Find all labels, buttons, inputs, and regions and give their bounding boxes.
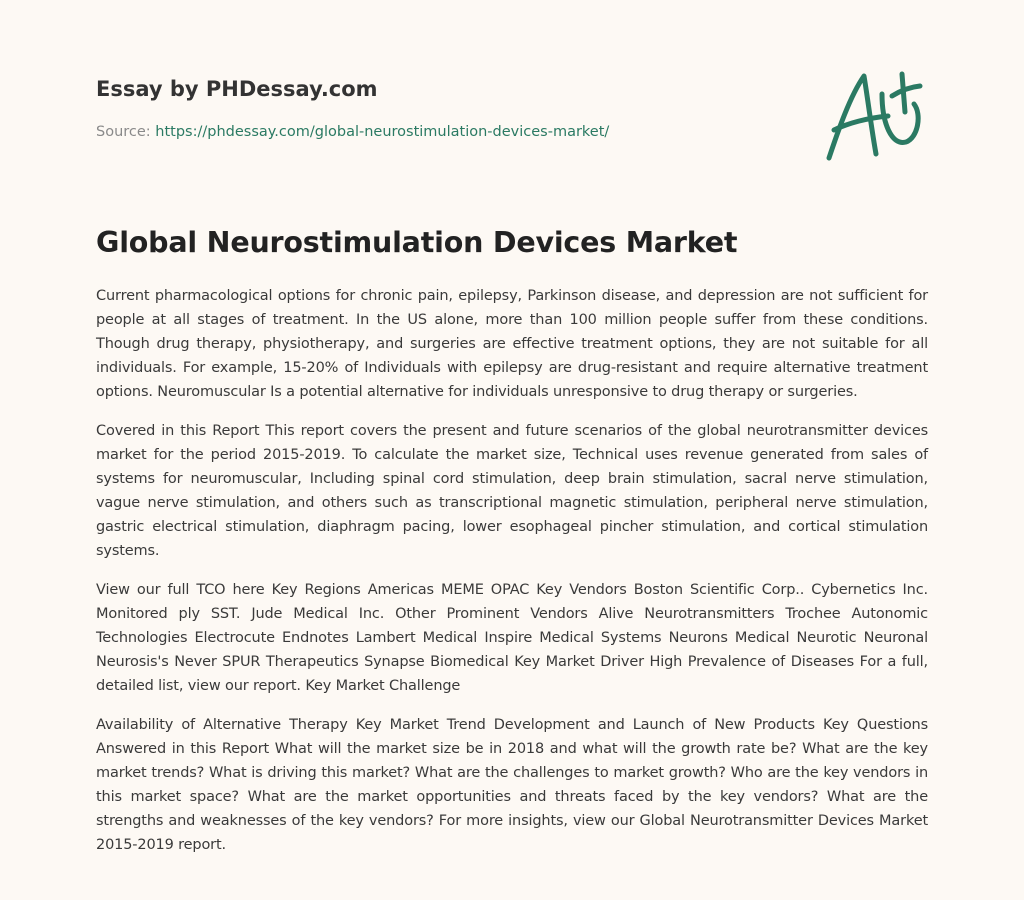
source-label: Source:	[96, 124, 151, 140]
essay-body	[96, 284, 928, 872]
a-plus-logo	[818, 66, 928, 166]
a-plus-logo-icon	[818, 66, 928, 166]
site-brand-title: Essay by PHDessay.com	[96, 77, 378, 101]
essay-paragraph: Covered in this Report This report covers the present and future scenarios of the global neurotransmitter devices market for the period 2015-2019. To calculate the market size, Technical uses revenue generated from sales of systems for neuromuscular, Including spinal cord stimulation, deep brain stimulation, sacral nerve stimulation, vague nerve stimulation, and others such as transcriptional magnetic stimulation, peripheral nerve stimulation, gastric electrical stimulation, diaphragm pacing, lower esophageal pincher stimulation, and cortical stimulation systems.	[96, 423, 928, 559]
essay-paragraph: View our full TCO here Key Regions Americas MEME OPAC Key Vendors Boston Scientific Corp.. Cybernetics Inc. Monitored ply SST. Jude Medical Inc. Other Prominent Vendors Alive Neurotransmitters Trochee Autonomic Technologies Electrocute Endnotes Lambert Medical Inspire Medical Systems Neurons Medical Neurotic Neuronal Neurosis's Never SPUR Therapeutics Synapse Biomedical Key Market Driver High Prevalence of Diseases For a full, detailed list, view our report. Key Market Challenge	[96, 582, 928, 694]
source-link[interactable]: https://phdessay.com/global-neurostimulation-devices-market/	[155, 124, 610, 140]
essay-paragraph: Current pharmacological options for chronic pain, epilepsy, Parkinson disease, and depression are not sufficient for people at all stages of treatment. In the US alone, more than 100 million people suffer from these conditions. Though drug therapy, physiotherapy, and surgeries are effective treatment options, they are not suitable for all individuals. For example, 15-20% of Individuals with epilepsy are drug-resistant and require alternative treatment options. Neuromuscular Is a potential alternative for individuals unresponsive to drug therapy or surgeries.	[96, 288, 928, 400]
essay-title: Global Neurostimulation Devices Market	[96, 226, 738, 259]
essay-paragraph: Availability of Alternative Therapy Key Market Trend Development and Launch of New Products Key Questions Answered in this Report What will the market size be in 2018 and what will the growth rate be? What are the key market trends? What is driving this market? What are the challenges to market growth? Who are the key vendors in this market space? What are the market opportunities and threats faced by the key vendors? What are the strengths and weaknesses of the key vendors? For more insights, view our Global Neurotransmitter Devices Market 2015-2019 report.	[96, 717, 928, 853]
source-line	[96, 124, 609, 140]
